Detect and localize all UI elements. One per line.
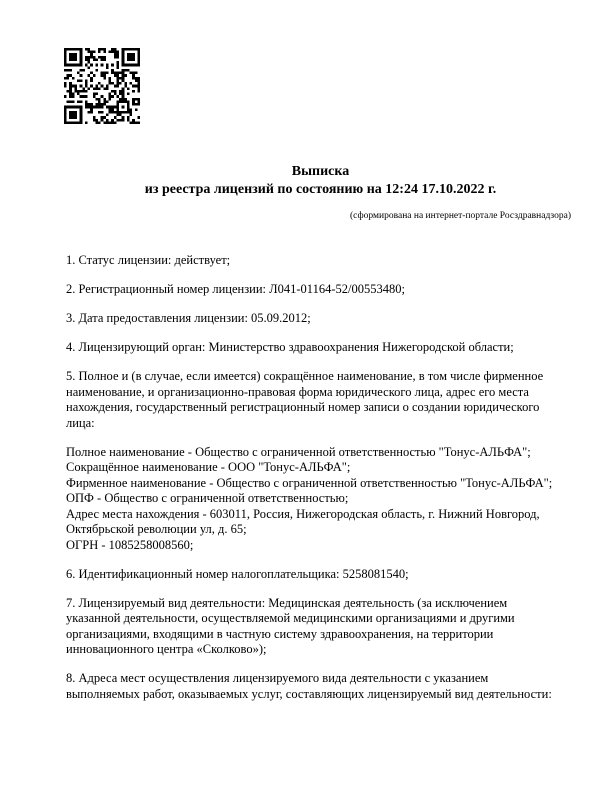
license-grant-date: 3. Дата предоставления лицензии: 05.09.2012;: [66, 311, 311, 325]
org-full-name: Полное наименование - Общество с ограниченной ответственностью "Тонус-АЛЬФА";: [66, 444, 531, 459]
title-line-1: Выписка: [291, 164, 350, 179]
title-line-2: из реестра лицензий по состоянию на 12:24 17.10.2022 г.: [144, 182, 497, 197]
activity-addresses-intro: 8. Адреса мест осуществления лицензируемого вида деятельности с указанием выполняемых работ, оказываемых услуг, составляющих лицензируемый вид деятельности:: [66, 671, 552, 701]
taxpayer-id: 6. Идентификационный номер налогоплательщика: 5258081540;: [66, 566, 409, 581]
org-brand-name: Фирменное наименование - Общество с ограниченной ответственностью "Тонус-АЛЬФА";: [66, 475, 553, 490]
licensed-activity: 7. Лицензируемый вид деятельности: Медицинская деятельность (за исключением указанной деятельности, осуществляемой медицинскими организациями и другими организациями, входящими в частную систему здравоохранения, на территории инновационного центра «Сколково»);: [66, 595, 515, 656]
org-naming-intro: 5. Полное и (в случае, если имеется) сокращённое наименование, в том числе фирменное наименование, и организационно-правовая форма юридического лица, адрес его места нахождения, государственный регистрационный номер записи о создании юридического лица:: [66, 369, 544, 430]
org-address: Адрес места нахождения - 603011, Россия, Нижегородская область, г. Нижний Новгород, Октябрьской революции ул, д. 65;: [66, 506, 540, 536]
license-reg-number: 2. Регистрационный номер лицензии: Л041-01164-52/00553480;: [66, 282, 405, 296]
org-ogrn: ОГРН - 1085258008560;: [66, 537, 194, 552]
document-subtitle: (сформирована на интернет-портале Росздравнадзора): [350, 211, 571, 221]
licensing-authority: 4. Лицензирующий орган: Министерство здравоохранения Нижегородской области;: [66, 340, 514, 354]
org-short-name: Сокращённое наименование - ООО "Тонус-АЛЬФА";: [66, 460, 351, 474]
org-details-block: [66, 445, 555, 554]
document-title: [66, 163, 575, 199]
license-status: 1. Статус лицензии: действует;: [66, 253, 231, 267]
org-legal-form: ОПФ - Общество с ограниченной ответственностью;: [66, 491, 349, 505]
document-content: [66, 0, 575, 702]
document-body: [66, 253, 555, 702]
